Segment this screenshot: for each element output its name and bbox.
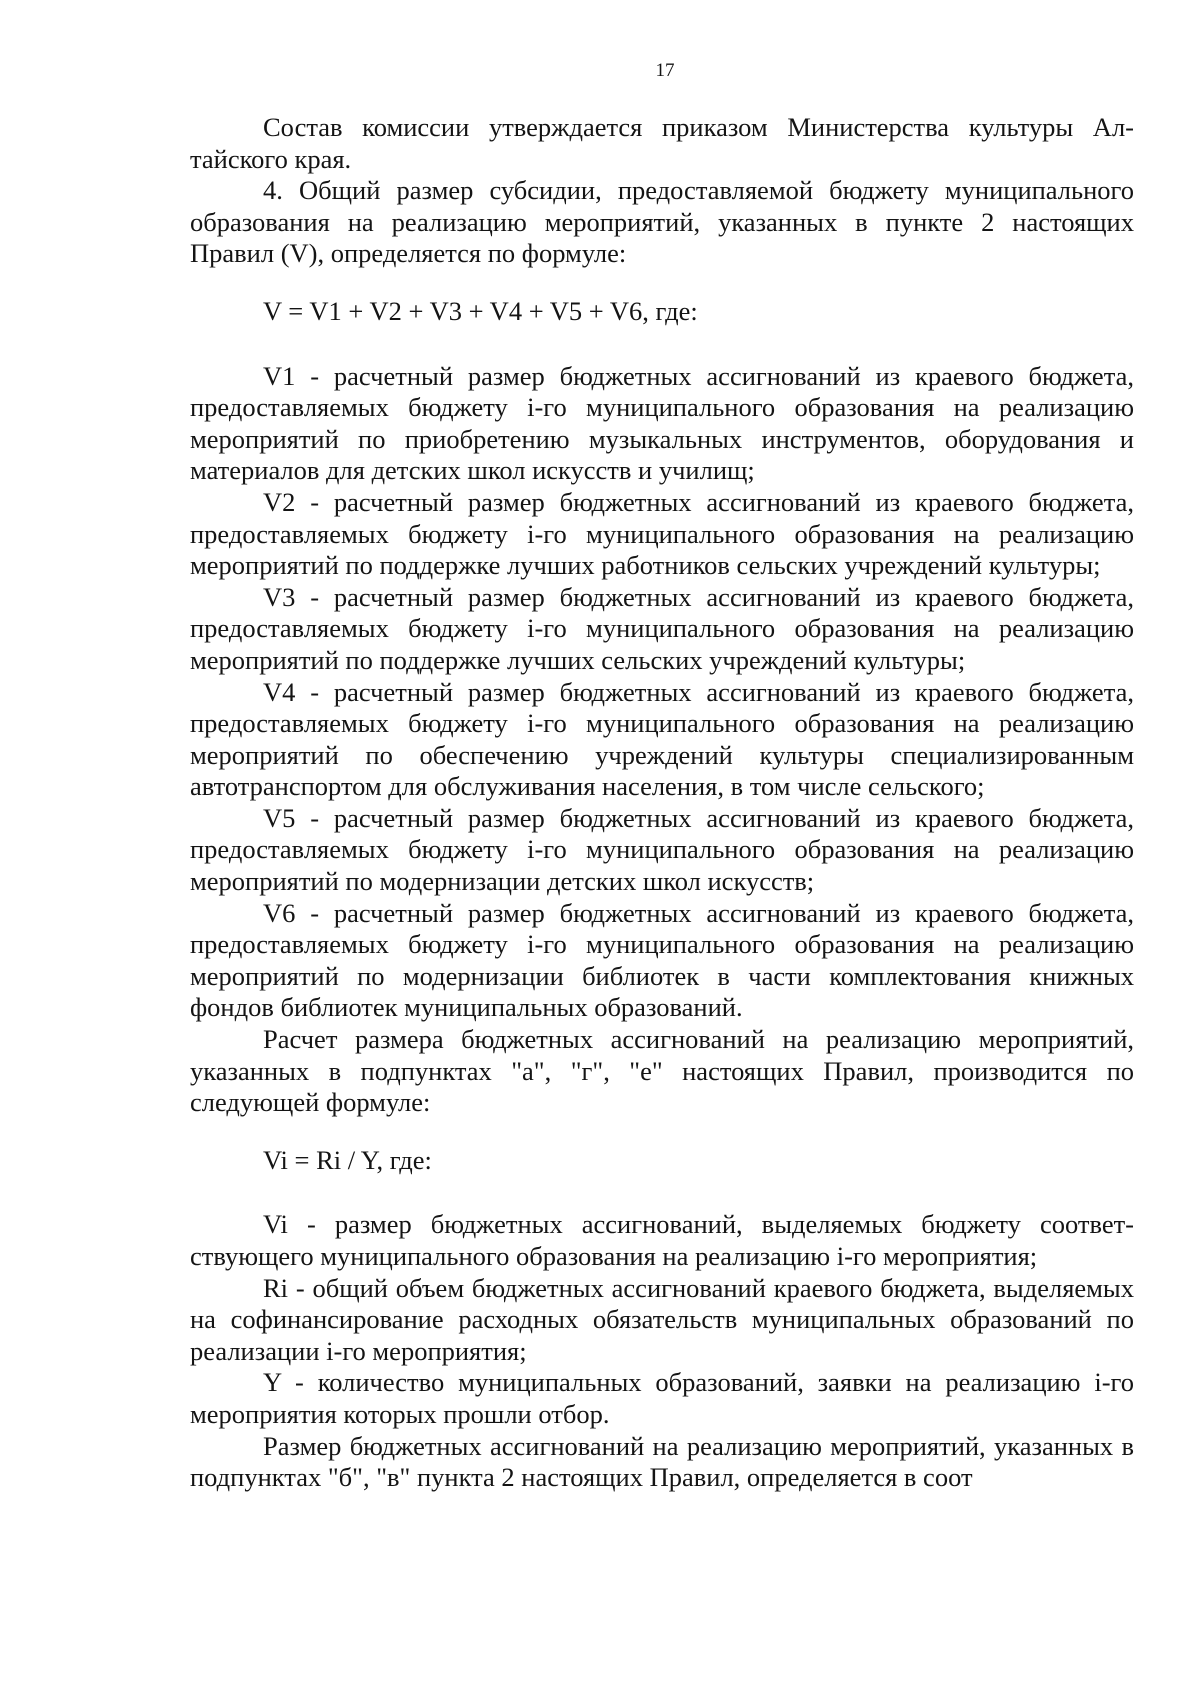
definition-v1: V1 - расчетный размер бюджетных ассигнований из краевого бюджета, предоставляемых бюджету i-го муниципального образования на реализацию мероприятий по приобретению музыкальных инструментов, оборудования и материалов для детских школ искусств и училищ; bbox=[190, 360, 1134, 486]
definition-v5: V5 - расчетный размер бюджетных ассигнований из краевого бюджета, предоставляемых бюджету i-го муниципального образования на реализацию мероприятий по модернизации детских школ искусств; bbox=[190, 802, 1134, 897]
definition-v4: V4 - расчетный размер бюджетных ассигнований из краевого бюджета, предоставляемых бюджету i-го муниципального образования на реализацию мероприятий по обеспечению учреждений культуры специализированным автотранспортом для обслуживания населения, в том числе сельского; bbox=[190, 676, 1134, 802]
definition-ri: Ri - общий объем бюджетных ассигнований краевого бюджета, выделяемых на софинансирование расходных обязательств муниципальных образований по реализации i-го мероприятия; bbox=[190, 1272, 1134, 1366]
definition-y: Y - количество муниципальных образований, заявки на реализацию i-го мероприятия которых прошли отбор. bbox=[190, 1367, 1134, 1429]
paragraph-calculation-intro: Расчет размера бюджетных ассигнований на реализацию мероприятий, указанных в подпунктах "а", "г", "е" настоящих Правил, производится по следующей формуле: bbox=[190, 1024, 1134, 1118]
definition-v3: V3 - расчетный размер бюджетных ассигнований из краевого бюджета, предоставляемых бюджету i-го муниципального образования на реализацию мероприятий по поддержке лучших сельских учреждений культуры; bbox=[190, 581, 1134, 675]
spacer bbox=[190, 328, 1134, 361]
paragraph-size-b-v: Размер бюджетных ассигнований на реализацию мероприятий, указанных в подпунктах "б", "в" пункта 2 настоящих Правил, определяется в соот bbox=[190, 1430, 1134, 1493]
definition-vi: Vi - размер бюджетных ассигнований, выделяемых бюджету соответствующего муниципального образования на реализацию i-го мероприятия; bbox=[190, 1209, 1134, 1271]
page-number: 17 bbox=[655, 60, 675, 81]
spacer bbox=[190, 1176, 1134, 1209]
formula-vi: Vi = Ri / Y, где: bbox=[263, 1144, 432, 1175]
spacer bbox=[190, 1119, 1134, 1145]
paragraph-commission: Состав комиссии утверждается приказом Министерства культуры Алтайского края. bbox=[190, 112, 1134, 174]
definition-v6: V6 - расчетный размер бюджетных ассигнований из краевого бюджета, предоставляемых бюджету i-го муниципального образования на реализацию мероприятий по модернизации библиотек в части комплектования книжных фондов библиотек муниципальных образований. bbox=[190, 897, 1134, 1023]
definition-v2: V2 - расчетный размер бюджетных ассигнований из краевого бюджета, предоставляемых бюджету i-го муниципального образования на реализацию мероприятий по поддержке лучших работников сельских учреждений культуры; bbox=[190, 486, 1134, 581]
body-text bbox=[190, 112, 1134, 1494]
paragraph-subsidy-total: 4. Общий размер субсидии, предоставляемой бюджету муниципального образования на реализацию мероприятий, указанных в пункте 2 настоящих Правил (V), определяется по формуле: bbox=[190, 175, 1134, 269]
formula-total-subsidy: V = V1 + V2 + V3 + V4 + V5 + V6, где: bbox=[263, 295, 698, 326]
spacer bbox=[190, 270, 1134, 296]
